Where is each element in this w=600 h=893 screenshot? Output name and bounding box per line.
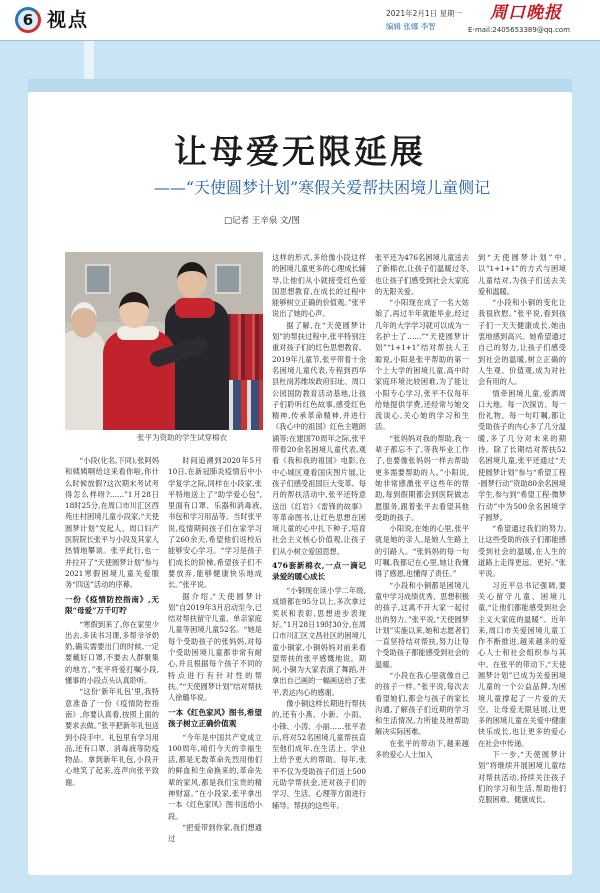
photo-elder-head xyxy=(71,302,97,338)
article-paragraph: “小段在我心里就像自己的孩子一样。”张平说,每次去看望她们,都会与孩子的家长沟通,了解孩子们近期的学习和生活情况,力所能及地帮助解决实际困难。 xyxy=(375,670,469,737)
article-paragraph: 据了解,在“天使圆梦计划”的帮扶过程中,张平特别注重对孩子们的红色思想教育。2019年儿童节,张平带着十余名困境儿童代表,专程到西华县杜岗苏维埃政府旧址、周口公园国防教育活动基地,让孩子们聆听红色故事,感受红色精神,传承革命精神,并进行《我心中的祖国》红色主题朗诵等;在建国70周年之际,张平带着20余名困境儿童代表,观看《我和我的祖国》电影,在中心城区观看国庆图片展,让孩子们感受祖国巨大变革。每月的帮扶活动中,张平还特意送出《红岩》《雷锋的故事》等革命图书,让红色思想在困境儿童的心中扎下种子,培育社会主义核心价值观,让孩子们从小树立爱国思想。 xyxy=(272,320,366,556)
article-paragraph: 情牵困境儿童,爱洒周口大地。每一次探访、每一份礼物、每一句叮嘱,都让受助孩子的内心多了几分温暖,多了几分对未来的期待。除了长期结对帮扶52名困境儿童,张平还通过“天使圆梦计划”参与“希望工程·圆梦行动”资助80余名困境学生,参与到“希望工程·微梦行动”中为500余名困境学子圆梦。 xyxy=(478,388,566,522)
article-card xyxy=(28,92,572,875)
section-name: 视点 xyxy=(47,9,90,31)
article-paragraph: 小阳说,在她的心里,张平就是她的亲人,是她人生路上的引路人。“张妈妈的每一句叮嘱,我都记在心里,她让我懂得了感恩,也懂得了责任。” xyxy=(375,524,469,579)
article-subheading: 一本《红色家风》图书,希望孩子树立正确价值观 xyxy=(168,707,262,728)
article-column-1 xyxy=(65,455,159,868)
article-subheading: 一份《疫情防控指南》,无限“母爱”万千叮咛 xyxy=(65,594,159,615)
page-header xyxy=(0,0,600,41)
article-photo xyxy=(65,252,263,430)
article-paragraph: “张妈妈对我的帮助,我一辈子都忘不了,等我毕业工作了,也要像张妈妈一样去帮助更多需要帮助的人。”小阳说,她非常感激张平这些年的帮助,每到假期都会到医院做志愿服务,跟着张平去看望其他受助的孩子。 xyxy=(375,433,469,522)
article-column-4 xyxy=(375,252,469,868)
frame-top-strip xyxy=(28,79,572,92)
issue-date: 2021年2月1日 星期一 xyxy=(386,9,463,18)
photo-child-head xyxy=(119,292,149,328)
article-paragraph: 这样的形式,多给像小段这样的困境儿童更多的心理成长辅导,让他们从小就接受红色爱国思想教育,在成长的过程中能够树立正确的价值观。”张平说出了她的心声。 xyxy=(272,253,366,319)
article-paragraph: “今年是中国共产党成立100周年,咱们今天的幸福生活,都是无数革命先烈用他们的鲜血和生命换来的,革命先辈的家风,都是我们宝贵的精神财富。”在小段家,张平拿出一本《红色家风》图书送给小段。 xyxy=(168,732,262,821)
page-number-badge: 6 xyxy=(15,7,41,33)
contact-email: E-mail:2405653389@qq.com xyxy=(468,26,570,34)
article-paragraph: “寒假到来了,你在家里少出去,多读书习课,多帮爷爷奶奶,确实需要出门的时候,一定要戴好口罩,不要去人群聚集的地方。”张平将爱打嘱小段,懂事的小段点头认真聆听。 xyxy=(65,619,159,686)
photo-woman-head xyxy=(177,262,207,298)
photo-elder-figure xyxy=(65,330,105,430)
article-title: 让母爱无限延展 xyxy=(174,132,426,171)
photo-child-red-coat xyxy=(103,330,175,430)
photo-window xyxy=(85,264,111,294)
article-paragraph: “小段(化名,下同),张阿妈和姨姨啊给这来看你啦,你什么时候放假?这次期末考试考得怎么样呀?……”1月28日18时25分,在周口市川汇区西苑庄村困境儿童小段家,“天使圆梦计划”发起人、周口妇产医院院长张平与小段及其家人热情地攀谈。张平此行,也一并拉开了“天使圆梦计划”参与2021寒假困境儿童关爱服务“四送”活动的序幕。 xyxy=(65,456,159,590)
article-paragraph: “小阳现在成了一名大姑娘了,再过半年就能毕业,经过几年的大学学习就可以成为一名护士了……”“天使圆梦计划”“1+1+1”结对帮扶人王聪说,小阳是张平帮助的第一个上大学的困境儿童,高中时家庭环境比较困难,为了能让小阳专心学习,张平不仅每年给她提供学费,还经常与她交流谈心,关心她的学习和生活。 xyxy=(375,298,469,432)
editor-credits: 编辑 张娜 李智 xyxy=(386,22,436,31)
article-paragraph: 张平还为476名困境儿童送去了新棉衣,让孩子们温暖过冬,也让孩子们感受到社会大家庭的无限关爱。 xyxy=(375,253,469,296)
article-paragraph: “希望通过我们的努力,让这些受助的孩子们都能感受到社会的温暖,在人生的道路上走得更远、更好。”张平说。 xyxy=(478,524,566,579)
photo-coat-collar xyxy=(117,326,159,340)
article-paragraph: “小段和小铜都是困境儿童中学习成绩优秀、思想积极的孩子,这离不开大家一起付出的努力。”张平说,“天使圆梦计划”实施以来,她和志愿者们一直坚持结对帮扶,努力让每个受助孩子都能感受到社会的温暖。 xyxy=(375,580,469,669)
photo-window xyxy=(215,264,241,294)
page-frame xyxy=(0,41,600,893)
article-paragraph: 在张平的带动下,越来越多的爱心人士加入 xyxy=(375,738,469,760)
newspaper-logo: 周口晚报 xyxy=(490,3,562,23)
article-paragraph: 像小铜这样长期进行帮扶的,还有小燕、小新、小雨、小锋、小涛、小丽……张平表示,将对52名困境儿童帮扶直至他们成年,在生活上、学业上给予更大的帮助。每年,张平不仅为受助孩子们送上500元助学帮扶金,还对孩子们的学习、生活、心理等方面进行辅导。帮扶的这些年, xyxy=(272,698,366,810)
article-paragraph: 据介绍,“天使圆梦计划”自2019年3月启动至今,已结对帮扶留守儿童、单亲家庭儿童等困境儿童52名。“她是每个受助孩子的张妈妈,对每个受助困境儿童都非常有耐心,并且根据每个孩子不同的特点进行有针对性的帮扶。”“天使圆梦计划”结对帮扶人徐璐华说。 xyxy=(168,591,262,703)
article-column-5 xyxy=(478,252,566,868)
article-paragraph: 时间追溯到2020年5月10日,在新冠肺炎疫情后中小学复学之际,同样在小段家,张平特地送上了“助学爱心包”,里面有口罩、乐器和消毒液,书包和学习用品等。当时张平说,疫情期间孩子们在家学习了260余天,希望他们返校后能够安心学习。“学习是孩子们成长的阶梯,希望孩子们不要放弃,能够健康快乐地成长。”张平说。 xyxy=(168,456,262,590)
article-subheading: 476套新棉衣,一点一滴记录爱的暖心成长 xyxy=(272,561,366,582)
article-paragraph: “小铜现在读小学二年级,成绩都在95分以上,多次拿过奖状和表彰,思想进步表现好。”1月28日19时30分,在周口市川汇区文昌社区的困境儿童小铜家,小铜妈妈对前来看望帮扶的张平感慨地说。期间,小铜为大家表演了舞蹈,并拿出自己画的一幅画送给了张平,表达内心的感谢。 xyxy=(272,586,366,697)
article-column-2 xyxy=(168,455,262,868)
article-column-3 xyxy=(272,252,366,868)
article-paragraph: 下一步,“天使圆梦计划”将继续开展困境儿童结对帮扶活动,持续关注孩子们的学习和生活,帮助他们克服困难、健康成长。 xyxy=(478,750,566,805)
article-subtitle: ——“天使圆梦计划”寒假关爱帮扶困境儿童侧记 xyxy=(153,178,491,197)
article-paragraph: “这份‘新年礼包’里,我特意准备了一份《疫情防控指南》,你要认真看,按照上面的要求去做。”张平把新年礼包送到小段手中。礼包里有学习用品,还有口罩、消毒液等防疫物品。拿到新年礼包,小段开心地笑了起来,连声向张平致谢。 xyxy=(65,687,159,787)
article-paragraph: “把爱带到你家,我们想通过 xyxy=(168,822,262,844)
article-paragraph: 到“天使圆梦计划”中,以“1+1+1”的方式与困境儿童结对,为孩子们送去关爱和温暖。 xyxy=(478,253,566,296)
photo-caption: 张平为资助的学生试穿棉衣 xyxy=(137,433,227,442)
article-byline: □记者 王辛泉 文/图 xyxy=(224,216,300,226)
photo-red-scarf xyxy=(175,298,215,318)
article-paragraph: “小段和小铜的变化让我很欣慰。”张平说,看到孩子们一天天健康成长,她由衷地感到高兴。她希望通过自己的努力,让孩子们感受到社会的温暖,树立正确的人生观、价值观,成为对社会有用的人。 xyxy=(478,298,566,387)
article-paragraph: 习近平总书记强调,要关心留守儿童、困境儿童,“让他们都能感受到社会主义大家庭的温暖”。近年来,周口市关爱困境儿童工作不断推进,越来越多的爱心人士和社会组织参与其中。在张平的带动下,“天使圆梦计划”已成为关爱困境儿童的一个公益品牌,为困境儿童撑起了一片爱的天空。让母爱无限延展,让更多的困境儿童在关爱中健康快乐成长,也让更多的爱心在社会中传递。 xyxy=(478,580,566,748)
